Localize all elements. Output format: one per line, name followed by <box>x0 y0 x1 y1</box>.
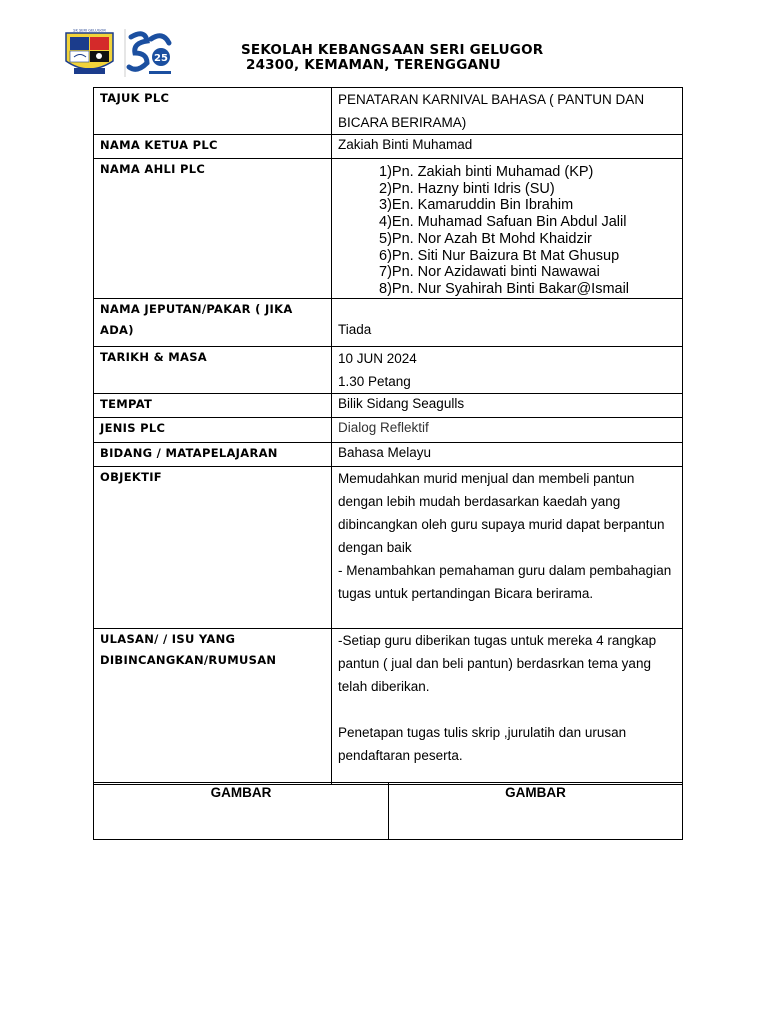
table-row <box>94 298 683 346</box>
member-list <box>338 164 676 298</box>
tarikh-date: 10 JUN 2024 <box>338 350 417 366</box>
tempat-label: TEMPAT <box>94 393 332 417</box>
jeputan-label: NAMA JEPUTAN/PAKAR ( JIKA ADA) <box>94 298 332 346</box>
ulasan-paragraph: -Setiap guru diberikan tugas untuk mereka 4 rangkap pantun ( jual dan beli pantun) berdasrkan tema yang telah diberikan. <box>338 632 657 694</box>
table-row <box>94 442 683 466</box>
bidang-label: BIDANG / MATAPELAJARAN <box>94 442 332 466</box>
jeputan-value: Tiada <box>332 298 683 346</box>
list-item: 4)En. Muhamad Safuan Bin Abdul Jalil <box>379 214 627 231</box>
gambar-right-cell: GAMBAR <box>389 783 683 840</box>
list-item: 1)Pn. Zakiah binti Muhamad (KP) <box>379 164 594 180</box>
tarikh-label: TARIKH & MASA <box>94 346 332 393</box>
list-item: 3)En. Kamaruddin Bin Ibrahim <box>379 197 574 214</box>
gambar-table <box>93 782 683 840</box>
ulasan-label: ULASAN/ / ISU YANG DIBINCANGKAN/RUMUSAN <box>94 628 332 784</box>
jenis-value: Dialog Reflektif <box>332 417 683 442</box>
ketua-label: NAMA KETUA PLC <box>94 135 332 159</box>
table-row <box>94 783 683 840</box>
table-row <box>94 135 683 159</box>
objektif-paragraph: - Menambahkan pemahaman guru dalam pembahagian tugas untuk pertandingan Bicara berirama. <box>338 562 672 601</box>
table-row <box>94 159 683 299</box>
ulasan-paragraph: Penetapan tugas tulis skrip ,jurulatih dan urusan pendaftaran peserta. <box>338 724 627 763</box>
tajuk-label: TAJUK PLC <box>94 88 332 135</box>
school-address: 24300, KEMAMAN, TERENGGANU <box>246 57 501 73</box>
table-row <box>94 417 683 442</box>
table-row <box>94 628 683 784</box>
ulasan-value <box>332 628 683 784</box>
table-row <box>94 346 683 393</box>
objektif-paragraph: Memudahkan murid menjual dan membeli pantun dengan lebih mudah berdasarkan kaedah yang dibincangkan oleh guru supaya murid dapat berpantun dengan baik <box>338 470 665 555</box>
tempat-value: Bilik Sidang Seagulls <box>332 393 683 417</box>
gambar-left-cell: GAMBAR <box>94 783 389 840</box>
table-row <box>94 393 683 417</box>
program-badge-logo <box>123 27 175 79</box>
bidang-value: Bahasa Melayu <box>332 442 683 466</box>
table-row <box>94 466 683 628</box>
objektif-label: OBJEKTIF <box>94 466 332 628</box>
tarikh-time: 1.30 Petang <box>338 373 411 389</box>
plc-report-table <box>93 87 683 785</box>
jenis-label: JENIS PLC <box>94 417 332 442</box>
svg-text:25: 25 <box>154 53 168 64</box>
school-name: SEKOLAH KEBANGSAAN SERI GELUGOR <box>241 42 544 58</box>
school-crest-logo <box>62 27 117 79</box>
spacer <box>338 698 676 721</box>
list-item: 7)Pn. Nor Azidawati binti Nawawai <box>379 264 600 281</box>
ketua-value: Zakiah Binti Muhamad <box>332 135 683 159</box>
list-item: 2)Pn. Hazny binti Idris (SU) <box>379 180 555 197</box>
tarikh-value <box>332 346 683 393</box>
objektif-value <box>332 466 683 628</box>
ahli-label: NAMA AHLI PLC <box>94 159 332 299</box>
list-item: 6)Pn. Siti Nur Baizura Bt Mat Ghusup <box>379 247 620 264</box>
table-row <box>94 88 683 135</box>
svg-text:SK SERI GELUGOR: SK SERI GELUGOR <box>73 28 106 33</box>
list-item: 5)Pn. Nor Azah Bt Mohd Khaidzir <box>379 230 592 247</box>
tajuk-value: PENATARAN KARNIVAL BAHASA ( PANTUN DAN BICARA BERIRAMA) <box>332 88 683 135</box>
list-item: 8)Pn. Nur Syahirah Binti Bakar@Ismail <box>379 280 630 297</box>
ahli-value <box>332 159 683 299</box>
